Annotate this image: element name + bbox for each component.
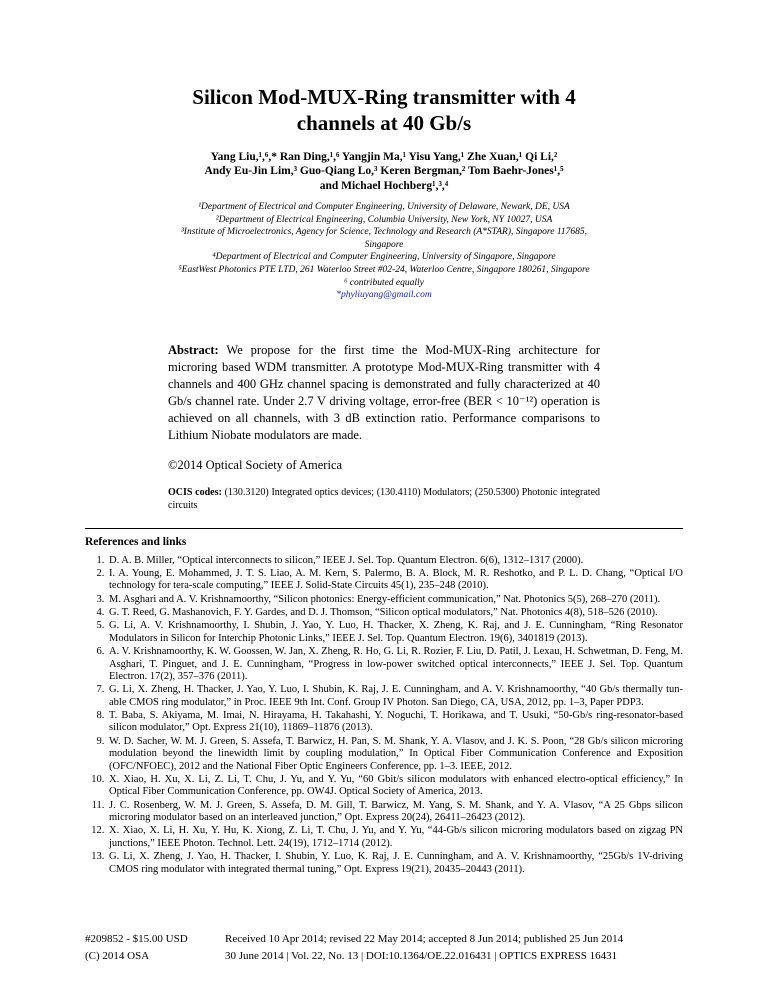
osa-copyright: ©2014 Optical Society of America <box>168 457 343 472</box>
received-dates: Received 10 Apr 2014; revised 22 May 2014; accepted 8 Jun 2014; published 25 Jun 2014 <box>225 933 624 945</box>
affiliation-2: ²Department of Electrical Engineering, Columbia University, New York, NY 10027, USA <box>215 214 553 225</box>
reference-item: 9. W. D. Sacher, W. M. J. Green, S. Assefa, T. Barwicz, H. Pan, S. M. Shank, Y. A. Vlasov, and J. K. S. Poon, “28 Gb/s silicon microring modulation beyond the linewidth limit by coupling modulation,” In Optical Fiber Communication Conference and Exposition (OFC/NFOEC), 2012 and the National Fiber Optic Engineers Conference, pp. 1–3. IEEE, 2012. <box>107 736 683 773</box>
manuscript-id: #209852 - $15.00 USD <box>85 933 188 945</box>
abstract-text: We propose for the first time the Mod-MUX-Ring architecture for microring based WDM transmitter. A prototype Mod-MUX-Ring transmitter with 4 channels and 400 GHz channel spacing is demonstrated and fully characterized at 40 Gb/s channel rate. Under 2.7 V driving voltage, error-free (BER < 10⁻¹²) operation is achieved on all channels, with 3 dB extinction ratio. Performance comparisons to Lithium Niobate modulators are made. <box>168 342 600 442</box>
reference-item: 10. X. Xiao, H. Xu, X. Li, Z. Li, T. Chu, J. Yu, and Y. Yu, “60 Gbit/s silicon modulators with enhanced electro-optical efficiency,” In Optical Fiber Communication Conference, pp. OW4J. Optical Society of America, 2013. <box>107 774 683 799</box>
ocis-text: (130.3120) Integrated optics devices; (130.4110) Modulators; (250.5300) Photonic integrated circuits <box>168 486 601 511</box>
email-link[interactable]: *phyliuyang@gmail.com <box>336 290 432 301</box>
reference-item: 6. A. V. Krishnamoorthy, K. W. Goossen, W. Jan, X. Zheng, R. Ho, G. Li, R. Rozier, F. Liu, D. Patil, J. Lexau, H. Schwetman, D. Feng, M. Asghari, T. Pinguet, and J. E. Cunningham, “Progress in low-power switched optical interconnects,” IEEE J. Sel. Top. Quantum Electron. 17(2), 357–376 (2011). <box>107 646 683 683</box>
references-heading: References and links <box>85 535 187 548</box>
reference-item: 8. T. Baba, S. Akiyama, M. Imai, N. Hirayama, H. Takahashi, Y. Noguchi, T. Horikawa, and T. Usuki, “50-Gb/s ring-resonator-based silicon modulator,” Opt. Express 21(10), 11869–11876 (2013). <box>107 710 683 735</box>
email-line <box>85 289 683 302</box>
abstract-label: Abstract: <box>168 342 219 357</box>
reference-item: 11. J. C. Rosenberg, W. M. J. Green, S. Assefa, D. M. Gill, T. Barwicz, M. Yang, S. M. Shank, and Y. A. Vlasov, “A 25 Gbps silicon microring modulator based on an interleaved junction,” Opt. Express 20(24), 26411–26423 (2012). <box>107 800 683 825</box>
ocis-label: OCIS codes: <box>168 486 222 498</box>
reference-item: 3. M. Asghari and A. V. Krishnamoorthy, “Silicon photonics: Energy-efficient communication,” Nat. Photonics 5(5), 268–270 (2011). <box>107 594 683 606</box>
footer-row-2 <box>85 948 683 965</box>
reference-item: 2. I. A. Young, E. Mohammed, J. T. S. Liao, A. M. Kern, S. Palermo, B. A. Block, M. R. Reshotko, and P. L. D. Chang, “Optical I/O technology for tera-scale computing,” IEEE J. Solid-State Circuits 45(1), 235–248 (2010). <box>107 568 683 593</box>
affiliation-4: ⁴Department of Electrical and Computer Engineering, University of Singapore, Singapore <box>212 252 556 263</box>
affiliation-list <box>85 201 683 289</box>
references-section <box>85 528 683 876</box>
abstract <box>168 342 600 444</box>
reference-item: 5. G. Li, A. V. Krishnamoorthy, I. Shubin, J. Yao, Y. Luo, H. Thacker, X. Zheng, K. Raj, and J. E. Cunningham, “Ring Resonator Modulators in Silicon for Interchip Photonic Links,” IEEE J. Sel. Top. Quantum Electron. 19(6), 3401819 (2013). <box>107 620 683 645</box>
ocis-codes <box>168 486 600 512</box>
reference-item: 12. X. Xiao, X. Li, H. Xu, Y. Hu, K. Xiong, Z. Li, T. Chu, J. Yu, and Y. Yu, “44-Gb/s silicon microring modulators based on zigzag PN junctions,” IEEE Photon. Technol. Lett. 24(19), 1712–1714 (2012). <box>107 825 683 850</box>
author-line-1: Yang Liu,¹,⁶,* Ran Ding,¹,⁶ Yangjin Ma,¹ Yisu Yang,¹ Zhe Xuan,¹ Qi Li,² <box>210 150 558 163</box>
reference-item: 7. G. Li, X. Zheng, H. Thacker, J. Yao, Y. Luo, I. Shubin, K. Raj, J. E. Cunningham, and A. V. Krishnamoorthy, “40 Gb/s thermally tun- able CMOS ring modulator,” in Proc. IEEE 9th Int. Conf. Group IV Photon. San Diego, CA, USA, 2012, pp. 1–3, Paper PDP3. <box>107 684 683 709</box>
page-footer <box>85 931 683 964</box>
affiliation-3: ³Institute of Microelectronics, Agency for Science, Technology and Research (A*STAR), Singapore 117685, <box>180 227 588 238</box>
volume-doi-line: 30 June 2014 | Vol. 22, No. 13 | DOI:10.1364/OE.22.016431 | OPTICS EXPRESS 16431 <box>225 949 618 962</box>
contributed-equally-note: ⁶ contributed equally <box>344 277 424 288</box>
footer-row-1 <box>85 931 683 948</box>
osa-footer-copyright: (C) 2014 OSA <box>85 949 150 962</box>
paper-title-line-2: channels at 40 Gb/s <box>296 111 472 136</box>
author-line-3: and Michael Hochberg¹,³,⁴ <box>319 180 449 193</box>
author-list <box>85 150 683 195</box>
affiliation-5: ⁵EastWest Photonics PTE LTD, 261 Waterloo Street #02-24, Waterloo Centre, Singapore 180261, Singapore <box>178 264 590 275</box>
paper-title <box>85 84 683 137</box>
paper-title-line-1: Silicon Mod-MUX-Ring transmitter with 4 <box>192 85 576 109</box>
affiliation-1: ¹Department of Electrical and Computer Engineering, University of Delaware, Newark, DE, USA <box>198 202 570 213</box>
reference-item: 13. G. Li, X. Zheng, J. Yao, H. Thacker, I. Shubin, Y. Luo, K. Raj, J. E. Cunningham, and A. V. Krishnamoorthy, “25Gb/s 1V-driving CMOS ring modulator with integrated thermal tuning,” Opt. Express 19(21), 20435–20443 (2011). <box>107 851 683 876</box>
reference-item: 4. G. T. Reed, G. Mashanovich, F. Y. Gardes, and D. J. Thomson, “Silicon optical modulators,” Nat. Photonics 4(8), 518–526 (2010). <box>107 607 683 619</box>
reference-item: 1. D. A. B. Miller, “Optical interconnects to silicon,” IEEE J. Sel. Top. Quantum Electron. 6(6), 1312–1317 (2000). <box>107 555 683 567</box>
author-line-2: Andy Eu-Jin Lim,³ Guo-Qiang Lo,³ Keren Bergman,² Tom Baehr-Jones¹,⁵ <box>204 165 564 178</box>
references-list <box>85 555 683 876</box>
affiliation-3-continued: Singapore <box>364 239 404 250</box>
